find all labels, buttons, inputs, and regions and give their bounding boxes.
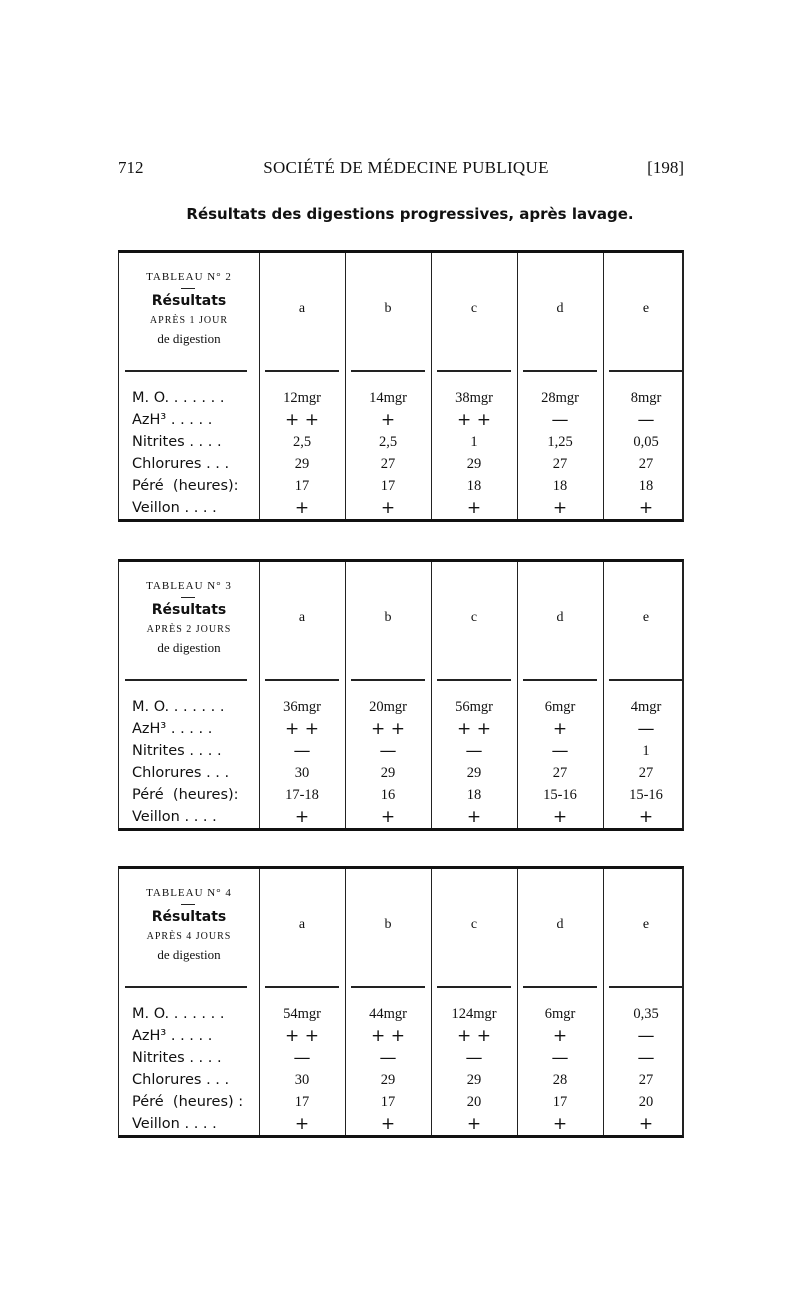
header-separator [523,370,597,372]
table-cell: 16 [380,787,396,803]
table-cell: + [380,498,396,518]
header-separator [351,370,425,372]
table-cell: 27 [638,456,654,472]
header-separator [437,986,511,988]
table-cell: — [465,741,483,761]
table-cell: + + [285,1026,319,1046]
table-cell: 27 [380,456,396,472]
table-cell: — [637,719,655,739]
table-cell: 20 [466,1094,482,1110]
header-separator [523,679,597,681]
table-cell: + + [457,1026,491,1046]
table-cell: 4mgr [630,699,662,715]
table-cell: 44mgr [369,1006,407,1022]
header-separator [125,986,247,988]
header-separator [609,986,683,988]
table-cell: 18 [552,478,568,494]
results-heading: Résultats [151,602,227,618]
table-label: TABLEAU N° 4 [146,887,232,899]
column-header: d [556,917,564,932]
table-cell: — [637,410,655,430]
column-header: e [642,610,650,625]
table-cell: 28mgr [541,390,579,406]
results-table [118,866,684,1138]
table-cell: 2,5 [292,434,312,450]
table-cell: + [552,1026,568,1046]
header-separator [437,679,511,681]
table-cell: + [294,807,310,827]
table-cell: 0,05 [633,434,659,450]
row-label: M. O. . . . . . . [132,699,225,715]
table-cell: 29 [380,765,396,781]
table-cell: 29 [466,456,482,472]
row-label: Péré (heures): [132,478,239,494]
column-header: d [556,301,564,316]
table-cell: 6mgr [544,699,576,715]
running-title: SOCIÉTÉ DE MÉDECINE PUBLIQUE [263,158,549,177]
table-cell: 2,5 [378,434,398,450]
row-label: M. O. . . . . . . [132,1006,225,1022]
table-cell: 12mgr [283,390,321,406]
section-number: [198] [647,158,684,177]
table-cell: + [466,807,482,827]
table-cell: 29 [294,456,310,472]
row-label: Chlorures . . . [132,765,230,781]
row-label: Veillon . . . . [132,500,217,516]
table-cell: 1,25 [547,434,573,450]
digestion-duration: APRÈS 4 JOURS [146,931,232,942]
header-separator [351,986,425,988]
table-cell: + + [285,410,319,430]
results-heading: Résultats [151,909,227,925]
column-header: a [298,610,306,625]
table-cell: + [638,1114,654,1134]
page-header [118,158,684,182]
table-header-cell [119,562,259,672]
table-cell: 17 [294,478,310,494]
table-header-cell [119,869,259,979]
table-cell: + + [371,1026,405,1046]
table-cell: 56mgr [455,699,493,715]
header-separator [351,679,425,681]
table-cell: + [380,807,396,827]
table-cell: + [638,498,654,518]
table-cell: + [552,1114,568,1134]
column-header: b [384,301,392,316]
table-cell: 17-18 [285,787,319,803]
table-cell: + [552,807,568,827]
table-cell: 15-16 [543,787,577,803]
table-label: TABLEAU N° 2 [146,271,232,283]
row-label: AzH³ . . . . . [132,1028,213,1044]
table-cell: — [293,1048,311,1068]
table-cell: — [551,741,569,761]
header-separator [265,679,339,681]
table-cell: 17 [552,1094,568,1110]
table-cell: — [293,741,311,761]
table-cell: 18 [638,478,654,494]
row-label: Nitrites . . . . [132,743,222,759]
table-cell: — [551,1048,569,1068]
digestion-label: de digestion [157,947,221,962]
row-label: Nitrites . . . . [132,434,222,450]
column-header: b [384,917,392,932]
table-cell: + + [457,719,491,739]
column-header: a [298,917,306,932]
table-label: TABLEAU N° 3 [146,580,232,592]
table-cell: + [552,719,568,739]
page-subtitle: Résultats des digestions progressives, après lavage. [186,205,634,223]
row-label: Chlorures . . . [132,1072,230,1088]
row-label: Veillon . . . . [132,1116,217,1132]
row-label: Péré (heures) : [132,1094,244,1110]
table-cell: 27 [552,456,568,472]
column-header: b [384,610,392,625]
table-cell: 8mgr [630,390,662,406]
row-label: AzH³ . . . . . [132,721,213,737]
table-cell: 6mgr [544,1006,576,1022]
table-cell: 1 [642,743,650,759]
digestion-label: de digestion [157,640,221,655]
results-table [118,250,684,522]
table-cell: 18 [466,478,482,494]
table-cell: 36mgr [283,699,321,715]
table-cell: 18 [466,787,482,803]
table-cell: + [380,410,396,430]
table-cell: 38mgr [455,390,493,406]
table-cell: + [294,1114,310,1134]
table-cell: 14mgr [369,390,407,406]
column-header: c [470,917,478,932]
table-cell: — [637,1048,655,1068]
table-cell: 124mgr [451,1006,497,1022]
row-label: Veillon . . . . [132,809,217,825]
table-cell: + + [371,719,405,739]
table-cell: 29 [466,1072,482,1088]
table-cell: 54mgr [283,1006,321,1022]
header-separator [265,370,339,372]
header-separator [609,679,683,681]
table-cell: 15-16 [629,787,663,803]
table-cell: 27 [638,765,654,781]
header-separator [437,370,511,372]
results-table [118,559,684,831]
header-separator [523,986,597,988]
column-header: e [642,301,650,316]
header-separator [609,370,683,372]
table-cell: + [552,498,568,518]
digestion-duration: APRÈS 2 JOURS [146,624,232,635]
table-cell: 28 [552,1072,568,1088]
column-header: e [642,917,650,932]
table-cell: — [379,741,397,761]
table-cell: 29 [466,765,482,781]
table-cell: 17 [380,478,396,494]
row-label: Péré (heures): [132,787,239,803]
table-cell: 17 [294,1094,310,1110]
results-heading: Résultats [151,293,227,309]
table-cell: 1 [470,434,478,450]
table-cell: 17 [380,1094,396,1110]
table-cell: — [465,1048,483,1068]
column-header: c [470,610,478,625]
row-label: AzH³ . . . . . [132,412,213,428]
header-dash [181,904,195,905]
page-number: 712 [118,158,144,177]
table-cell: + + [285,719,319,739]
table-cell: 20mgr [369,699,407,715]
table-cell: 30 [294,1072,310,1088]
table-cell: — [551,410,569,430]
row-label: Nitrites . . . . [132,1050,222,1066]
table-cell: 20 [638,1094,654,1110]
table-cell: + [466,1114,482,1134]
column-header: a [298,301,306,316]
table-cell: — [637,1026,655,1046]
header-separator [125,679,247,681]
table-cell: 27 [552,765,568,781]
digestion-duration: APRÈS 1 JOUR [149,315,229,326]
header-separator [265,986,339,988]
digestion-label: de digestion [157,331,221,346]
row-label: Chlorures . . . [132,456,230,472]
row-label: M. O. . . . . . . [132,390,225,406]
table-cell: 29 [380,1072,396,1088]
table-cell: 0,35 [633,1006,659,1022]
table-cell: — [379,1048,397,1068]
table-cell: 30 [294,765,310,781]
table-header-cell [119,253,259,363]
column-header: d [556,610,564,625]
table-cell: + [294,498,310,518]
table-cell: + [466,498,482,518]
header-dash [181,288,195,289]
header-separator [125,370,247,372]
header-dash [181,597,195,598]
table-cell: + + [457,410,491,430]
table-cell: + [380,1114,396,1134]
table-cell: + [638,807,654,827]
column-header: c [470,301,478,316]
table-cell: 27 [638,1072,654,1088]
